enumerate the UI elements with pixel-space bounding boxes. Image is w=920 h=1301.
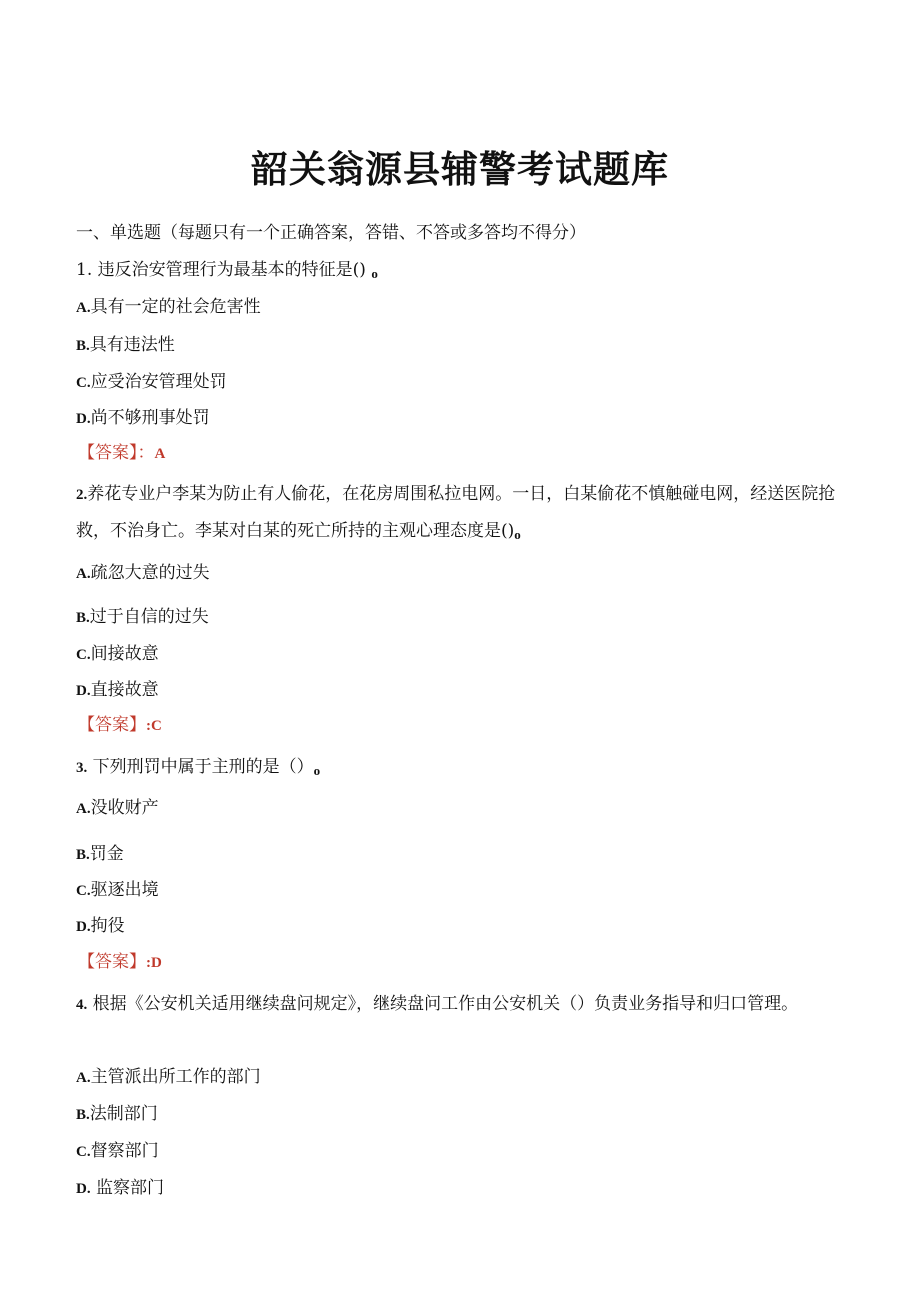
- question-1-tail: o: [371, 266, 378, 281]
- question-2: [76, 476, 836, 553]
- option-letter: B.: [76, 338, 90, 354]
- option-letter: A.: [76, 1070, 91, 1086]
- option-letter: D.: [76, 1181, 91, 1197]
- question-1-option-c: [76, 370, 227, 395]
- question-4-option-a: [76, 1065, 261, 1090]
- option-text: 具有一定的社会危害性: [90, 297, 261, 317]
- option-text: 罚金: [89, 844, 124, 864]
- question-3-option-a: [76, 796, 159, 821]
- option-letter: D.: [76, 683, 91, 699]
- answer-value: A: [154, 446, 166, 462]
- option-text: 过于自信的过失: [89, 607, 209, 627]
- section-header: 一、单选题（每题只有一个正确答案，答错、不答或多答均不得分）: [76, 223, 586, 243]
- option-text: 尚不够刑事处罚: [90, 408, 210, 428]
- question-2-option-c: [76, 642, 159, 667]
- option-text: 疏忽大意的过失: [90, 563, 210, 583]
- question-3-answer: [78, 950, 162, 975]
- question-1: [76, 258, 378, 286]
- question-3-number: 3.: [76, 760, 88, 776]
- option-text: 间接故意: [90, 644, 159, 664]
- question-2-text: 养花专业户李某为防止有人偷花，在花房周围私拉电网。一日，白某偷花不慎触碰电网，经送医院抢救，不治身亡。李某对白某的死亡所持的主观心理态度是(): [76, 484, 836, 541]
- option-text: 驱逐出境: [90, 880, 159, 900]
- option-letter: A.: [76, 300, 91, 316]
- option-text: 具有违法性: [89, 335, 175, 355]
- question-2-answer: [78, 713, 162, 738]
- question-3-option-b: [76, 842, 124, 867]
- option-text: 督察部门: [90, 1141, 159, 1161]
- document-title: 韶关翁源县辅警考试题库: [251, 148, 669, 191]
- question-4-option-d: [76, 1176, 164, 1201]
- question-1-option-d: [76, 406, 210, 431]
- option-text: 应受治安管理处罚: [90, 372, 227, 392]
- option-letter: B.: [76, 847, 90, 863]
- option-text: 拘役: [90, 916, 125, 936]
- question-2-option-a: [76, 561, 210, 586]
- question-2-number: 2.: [76, 487, 88, 503]
- question-3-option-c: [76, 878, 159, 903]
- option-text: 法制部门: [89, 1104, 158, 1124]
- answer-label: 【答案】: [78, 715, 146, 735]
- question-3-text: 下列刑罚中属于主刑的是（）: [92, 757, 314, 777]
- question-3-option-d: [76, 914, 125, 939]
- option-letter: D.: [76, 411, 91, 427]
- question-1-option-b: [76, 333, 175, 358]
- option-text: 主管派出所工作的部门: [90, 1067, 261, 1087]
- question-4-option-c: [76, 1139, 159, 1164]
- question-3: [76, 755, 320, 783]
- question-3-tail: o: [313, 763, 321, 778]
- question-2-tail: o: [514, 527, 521, 542]
- option-text: 监察部门: [90, 1178, 164, 1198]
- option-letter: B.: [76, 1107, 90, 1123]
- answer-value: :D: [146, 955, 162, 971]
- answer-value: :C: [146, 718, 162, 734]
- question-1-text: 违反治安管理行为最基本的特征是(): [97, 260, 366, 280]
- option-letter: C.: [76, 647, 91, 663]
- option-letter: C.: [76, 375, 91, 391]
- option-letter: C.: [76, 1144, 91, 1160]
- question-2-option-b: [76, 605, 209, 630]
- question-4: [76, 986, 836, 1023]
- option-letter: D.: [76, 919, 91, 935]
- question-4-option-b: [76, 1102, 158, 1127]
- question-1-answer: [78, 441, 165, 466]
- option-text: 没收财产: [90, 798, 159, 818]
- option-letter: A.: [76, 801, 91, 817]
- option-letter: A.: [76, 566, 91, 582]
- answer-label: 【答案】: [78, 952, 146, 972]
- option-letter: B.: [76, 610, 90, 626]
- question-1-option-a: [76, 295, 261, 320]
- question-2-option-d: [76, 678, 159, 703]
- option-text: 直接故意: [90, 680, 159, 700]
- option-letter: C.: [76, 883, 91, 899]
- question-1-number: 1.: [76, 260, 93, 280]
- question-4-number: 4.: [76, 997, 88, 1013]
- question-4-text: 根据《公安机关适用继续盘问规定》，继续盘问工作由公安机关（）负责业务指导和归口管理。: [92, 994, 799, 1014]
- answer-label: 【答案】：: [78, 443, 155, 463]
